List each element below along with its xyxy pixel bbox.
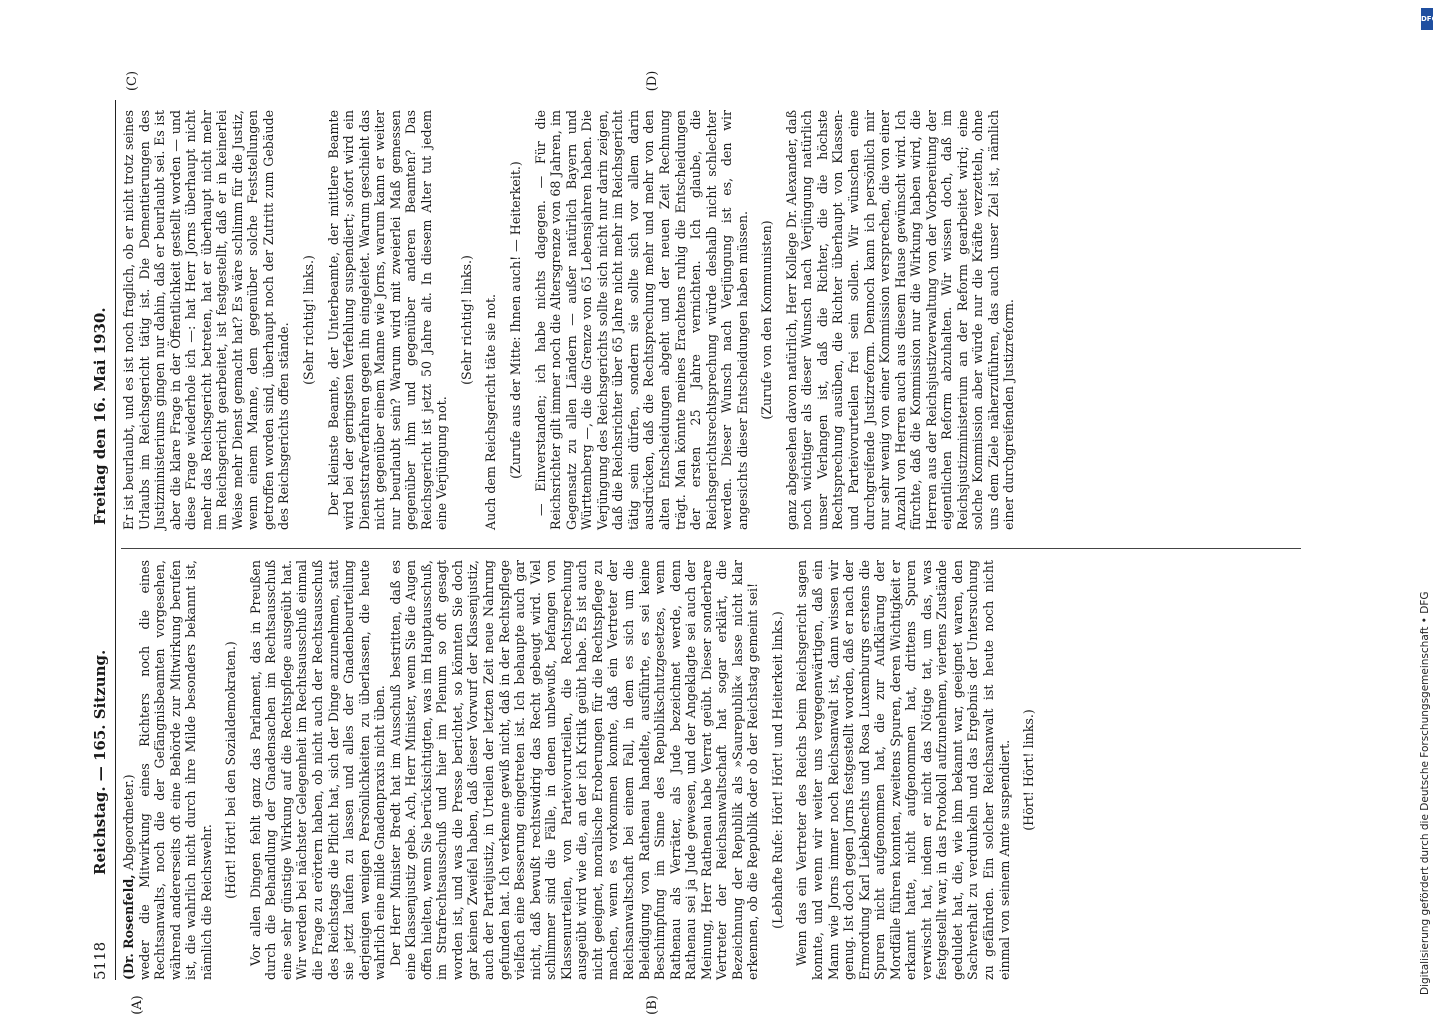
page-header [85, 100, 116, 980]
document-page [85, 70, 1345, 1015]
interjection: (Hört! Hört! links.) [1021, 709, 1037, 831]
paragraph: weder die Mitwirkung eines Richters noch die eines Rechtsanwalts, noch die der Gefängnisbeamten vorgesehen, während andererseits oft eine Behörde zur Mitwirkung berufen ist, die wahrlich nicht durch ihre Milde besonders bekannt ist, nämlich die Reichswehr. [136, 560, 214, 980]
margin-mark-b: (B) [645, 995, 660, 1015]
column-divider [121, 548, 1301, 549]
session-date: Freitag den 16. Mai 1930. [91, 307, 109, 525]
interjection: (Zurufe aus der Mitte: Ihnen auch! — Heiterkeit.) [508, 161, 524, 479]
session-title: Reichstag. — 165. Sitzung. [91, 649, 109, 875]
paragraph: Auch dem Reichsgericht täte sie not. [483, 293, 499, 530]
dfg-logo: DFG [1421, 8, 1433, 30]
margin-mark-a: (A) [130, 995, 145, 1015]
speaker-role: Abgeordneter.) [121, 774, 136, 875]
margin-mark-c: (C) [125, 70, 140, 92]
left-column [121, 560, 1301, 980]
paragraph: Er ist beurlaubt, und es ist noch fraglich, ob er nicht trotz seines Urlaubs im Reichsgericht tätig ist. Die Dementierungen des Justizministeriums gingen nur dahin, daß er beurlaubt sei. Es ist aber die klare Frage in der Öffentlichkeit gestellt worden — und diese Frage wiederhole ich —: hat Herr Jorns überhaupt nicht mehr das Reichsgericht betreten, hat er überhaupt nicht mehr im Reichsgericht gearbeitet, ist festgestellt, daß er in keinerlei Weise mehr Dienst gemacht hat? Es wäre schlimm für die Justiz, wenn einem Manne, dem gegenüber solche Feststellungen getroffen worden sind, überhaupt noch der Zutritt zum Gebäude des Reichsgerichts offen stände. [121, 110, 292, 530]
page-number: 5118 [91, 941, 109, 980]
paragraph: — Einverstanden; ich habe nichts dagegen. — Für die Reichsrichter gilt immer noch die Altersgrenze von 68 Jahren, im Gegensatz zu allen Ländern — außer natürlich Bayern und Württemberg —, die die Grenze von 65 Lebensjahren haben. Die Verjüngung des Reichsgerichts sollte sich nicht nur darin zeigen, daß die Reichsrichter über 65 Jahre nicht mehr im Reichsgericht tätig sein dürfen, sondern sie sollte sich vor allem darin ausdrücken, daß die Rechtsprechung mehr und mehr von den alten Entscheidungen abgeht und der neuen Zeit Rechnung trägt. Man könnte meines Erachtens ruhig die Entscheidungen der ersten 25 Jahre vernichten. Ich glaube, die Reichsgerichtsrechtsprechung würde deshalb nicht schlechter werden. Dieser Wunsch nach Verjüngung ist es, den wir angesichts dieser Entscheidungen haben müssen. [532, 110, 750, 530]
paragraph: Der kleinste Beamte, der Unterbeamte, der mittlere Beamte wird bei der geringsten Verfehlung suspendiert; sofort wird ein Dienststrafverfahren gegen ihn eingeleitet. Warum geschieht das nicht gegenüber einem Manne wie Jorns, warum kann er weiter nur beurlaubt sein? Warum wird mit zweierlei Maß gemessen gegenüber ihm und gegenüber anderen Beamten? Das Reichsgericht ist jetzt 50 Jahre alt. In diesem Alter tut jedem eine Verjüngung not. [325, 110, 450, 530]
interjection: (Sehr richtig! links.) [458, 255, 474, 385]
paragraph: Der Herr Minister Bredt hat im Ausschuß bestritten, daß es eine Klassenjustiz gebe. Ach, Herr Minister, wenn Sie die Augen offen hielten, wenn Sie berücksichtigten, was im Hauptausschuß, im Strafrechtsausschuß und hier im Plenum so oft gesagt worden ist, und was die Presse berichtet, so könnten Sie doch gar keinen Zweifel haben, daß dieser Vorwurf der Klassenjustiz, auch der Parteijustiz, in Urteilen der letzten Zeit neue Nahrung gefunden hat. Ich verkenne gewiß nicht, daß in der Rechtspflege vielfach eine Besserung eingetreten ist. Ich behaupte auch gar nicht, daß bewußt rechtswidrig das Recht gebeugt wird. Viel schlimmer sind die Fälle, in denen unbewußt, befangen von Klassenurteilen, von Parteivorurteilen, die Rechtsprechung ausgeübt wird wie die, an der ich Kritik geübt habe. Es ist auch nicht geeignet, moralische Eroberungen für die Rechtspflege zu machen, wenn es vorkommen konnte, daß ein Vertreter der Reichsanwaltschaft bei einem Fall, in dem es sich um die Beleidigung von Rathenau handelte, ausführte, es sei keine Beschimpfung im Sinne des Republikschutzgesetzes, wenn Rathenau als Verräter, als Jude bezeichnet werde, denn Rathenau sei ja Jude gewesen, und der Angeklagte sei auch der Meinung, Herr Rathenau habe Verrat geübt. Dieser sonderbare Vertreter der Reichsanwaltschaft hat sogar erklärt, die Bezeichnung der Republik als »Saurepublik« lasse nicht klar erkennen, ob die Republik oder ob der Reichstag gemeint sei! [387, 560, 761, 980]
interjection: (Lebhafte Rufe: Hört! Hört! und Heiterkeit links.) [769, 611, 785, 929]
right-column [121, 110, 1301, 530]
interjection: (Zurufe von den Kommunisten) [759, 220, 775, 420]
digitization-credit: Digitalisierung gefördert durch die Deutsche Forschungsgemeinschaft • DFG [1419, 591, 1431, 995]
speaker-name: (Dr. Rosenfeld, [121, 874, 136, 980]
paragraph: ganz abgesehen davon natürlich, Herr Kollege Dr. Alexander, daß noch wichtiger als dieser Wunsch nach Verjüngung natürlich unser Verlangen ist, daß die Richter, die die höchste Rechtsprechung ausüben, die Richter überhaupt von Klassen- und Parteivorurteilen frei sein sollen. Wir wünschen eine durchgreifende Justizreform. Dennoch kann ich persönlich mir nur sehr wenig von einer Kommission versprechen, die von einer Anzahl von Herren auch aus diesem Hause gewünscht wird. Ich fürchte, daß die Kommission nur die Wirkung haben wird, die Herren aus der Reichsjustizverwaltung von der Vorbereitung der eigentlichen Reform abzuhalten. Wir wissen doch, daß im Reichsjustizministerium an der Reform gearbeitet wird; eine solche Kommission aber würde nur die Kräfte verzetteln, ohne uns dem Ziele näherzuführen, das auch unser Ziel ist, nämlich einer durchgreifenden Justizreform. [783, 110, 1017, 530]
interjection: (Sehr richtig! links.) [301, 255, 317, 385]
speaker-line [121, 560, 137, 980]
interjection: (Hört! Hört! bei den Sozialdemokraten.) [223, 641, 239, 899]
paragraph: Vor allen Dingen fehlt ganz das Parlament, das in Preußen durch die Behandlung der Gnadensachen im Rechtsausschuß eine sehr günstige Wirkung auf die Rechtspflege ausgeübt hat. Wir werden bei nächster Gelegenheit im Rechtsausschuß einmal die Frage zu erörtern haben, ob nicht auch der Rechtsausschuß des Reichstags die Pflicht hat, sich der Dinge anzunehmen, statt sie jetzt laufen zu lassen und alles der Gnadenbeurteilung derjenigen wenigen Persönlichkeiten zu überlassen, die heute wahrlich eine milde Gnadenpraxis nicht üben. [247, 560, 388, 980]
margin-mark-d: (D) [645, 70, 660, 92]
paragraph: Wenn das ein Vertreter des Reichs beim Reichsgericht sagen konnte, und wenn wir weiter uns vergegenwärtigen, daß ein Mann wie Jorns immer noch Reichsanwalt ist, dann wissen wir genug. Ist doch gegen Jorns festgestellt worden, daß er nach der Ermordung Karl Liebknechts und Rosa Luxemburgs erstens die Spuren nicht aufgenommen hat, die zur Aufklärung der Mordfälle führen konnten, zweitens Spuren, deren Wichtigkeit er erkannt hatte, nicht aufgenommen hat, drittens Spuren verwischt hat, indem er nicht das Nötige tat, um das, was festgestellt war, in das Protokoll aufzunehmen, viertens Zustände geduldet hat, die, wie ihm bekannt war, geeignet waren, den Sachverhalt zu verdunkeln und das Ergebnis der Untersuchung zu gefährden. Ein solcher Reichsanwalt ist heute noch nicht einmal von seinem Amte suspendiert. [794, 560, 1012, 980]
